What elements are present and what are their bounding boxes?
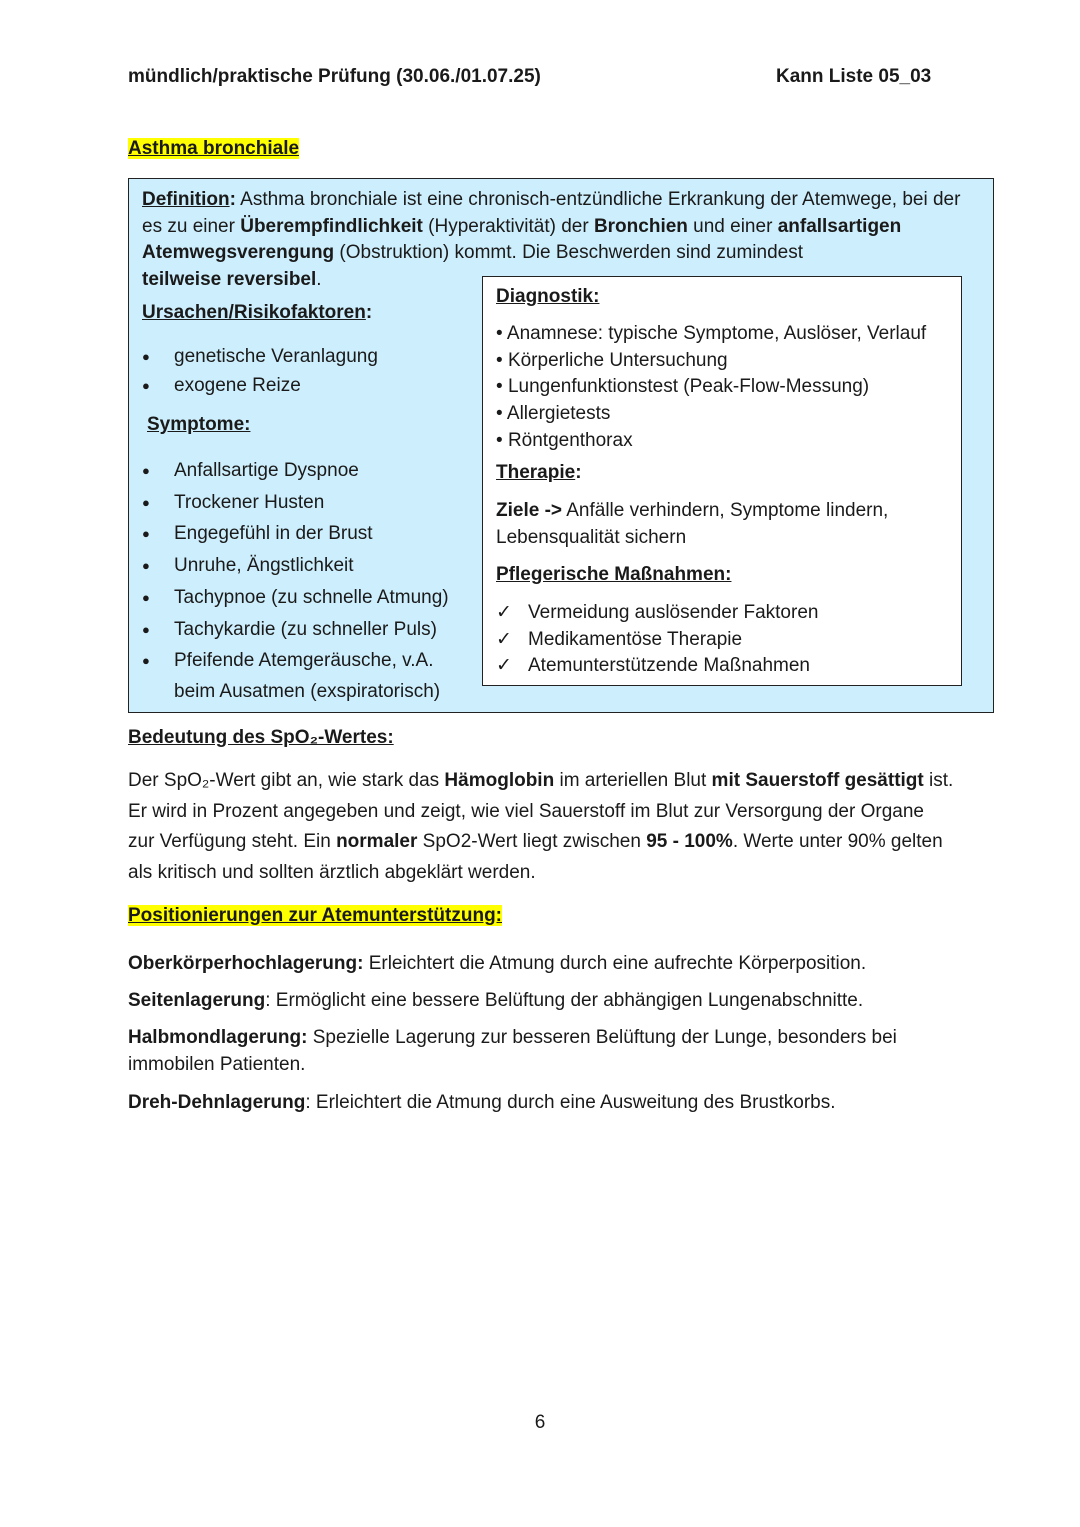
list-item-text: Röntgenthorax xyxy=(507,429,633,451)
check-icon: ✓ xyxy=(496,602,512,623)
list-item xyxy=(496,653,956,680)
spo2-text-4: SpO2-Wert liegt zwischen xyxy=(417,831,647,852)
list-item xyxy=(496,401,958,428)
position-text: Spezielle Lagerung zur besseren Belüftung der Lunge, besonders bei immobilen Patienten. xyxy=(128,1027,897,1075)
position-label: Halbmondlagerung: xyxy=(128,1027,308,1048)
nursing-title: Pflegerische Maßnahmen: xyxy=(496,564,732,585)
therapy-goals-text: Anfälle verhindern, Symptome lindern, Lebensqualität sichern xyxy=(496,500,889,548)
list-item-text: Vermeidung auslösender Faktoren xyxy=(528,602,819,623)
list-item xyxy=(496,321,958,348)
list-item: ● genetische Veranlagung xyxy=(142,343,472,372)
list-item-text: Körperliche Untersuchung xyxy=(507,349,728,371)
position-item-upper-body xyxy=(128,951,948,978)
causes-list xyxy=(142,343,472,400)
list-item: ● Tachykardie (zu schneller Puls) xyxy=(142,614,476,646)
positions-title xyxy=(128,905,502,927)
list-item: ● Anfallsartige Dyspnoe xyxy=(142,455,476,487)
list-item: ● Engegefühl in der Brust xyxy=(142,518,476,550)
topic-title xyxy=(128,138,299,160)
spo2-text-2: im arteriellen Blut xyxy=(554,770,712,791)
check-icon: ✓ xyxy=(496,628,512,650)
therapy-title xyxy=(496,462,582,484)
list-item xyxy=(496,600,956,627)
position-text: : Erleichtert die Atmung durch eine Ausweitung des Brustkorbs. xyxy=(305,1092,836,1113)
spo2-title: Bedeutung des SpO₂-Wertes: xyxy=(128,727,394,748)
bullet-glyph: • xyxy=(496,323,503,344)
header-right: Kann Liste 05_03 xyxy=(776,66,932,87)
list-item: ● Unruhe, Ängstlichkeit xyxy=(142,550,476,582)
position-text: Erleichtert die Atmung durch eine aufrechte Körperposition. xyxy=(363,953,867,974)
definition-bold-2: Bronchien xyxy=(593,215,688,237)
bullet-glyph: • xyxy=(496,376,503,398)
list-item xyxy=(496,374,958,401)
position-label: Oberkörperhochlagerung: xyxy=(128,953,364,974)
bullet-glyph: • xyxy=(496,429,503,451)
list-item-text: Atemunterstützende Maßnahmen xyxy=(528,655,810,676)
list-item: ● Trockener Husten xyxy=(142,487,476,519)
position-text: : Ermöglicht eine bessere Belüftung der abhängigen Lungenabschnitte. xyxy=(265,990,864,1011)
therapy-goals-label: Ziele -> xyxy=(496,500,562,521)
list-item-text: Anamnese: typische Symptome, Auslöser, Verlauf xyxy=(506,323,927,344)
spo2-bold-2: mit Sauerstoff gesättigt xyxy=(711,770,924,791)
diagnostics-title: Diagnostik: xyxy=(496,286,600,307)
definition-text-3: und einer xyxy=(687,215,778,237)
list-item-text: Lungenfunktionstest (Peak-Flow-Messung) xyxy=(507,376,870,398)
list-item: ● Tachypnoe (zu schnelle Atmung) xyxy=(142,582,476,614)
symptoms-title: Symptome: xyxy=(147,414,251,435)
spo2-paragraph xyxy=(128,766,954,888)
definition-bold-1: Überempfindlichkeit xyxy=(240,215,423,237)
page-number: 6 xyxy=(534,1412,546,1433)
position-label: Dreh-Dehnlagerung xyxy=(128,1092,306,1113)
position-label: Seitenlagerung xyxy=(128,990,266,1011)
list-item: ● Pfeifende Atemgeräusche, v.A. beim Ausatmen (exspiratorisch) xyxy=(142,645,444,707)
definition-colon: : xyxy=(229,189,236,210)
topic-title-text: Asthma bronchiale xyxy=(128,138,300,159)
definition-text-1: Asthma bronchiale ist eine chronisch-entzündliche Erkrankung der Atemwege, bei der es zu einer xyxy=(142,189,961,237)
spo2-bold-3: normaler xyxy=(336,831,418,852)
positions-title-text: Positionierungen zur Atemunterstützung: xyxy=(128,905,503,926)
spo2-text-1: Der SpO₂-Wert gibt an, wie stark das xyxy=(128,770,445,791)
therapy-title-text: Therapie xyxy=(496,462,576,483)
list-item-text: Medikamentöse Therapie xyxy=(528,628,743,650)
spo2-text-3: ist. Er wird in Prozent angegeben und zeigt, wie viel Sauerstoff im Blut zur Versorgung der Organe zur Verfügung steht. Ein xyxy=(128,770,954,852)
list-item: ● exogene Reize xyxy=(142,372,472,401)
position-item-side xyxy=(128,988,948,1015)
causes-title-colon: : xyxy=(365,302,373,323)
definition-bold-4: teilweise reversibel xyxy=(142,268,317,290)
position-item-rotation-stretch xyxy=(128,1090,948,1117)
list-item xyxy=(496,627,956,654)
list-item xyxy=(496,428,958,455)
bullet-glyph: • xyxy=(496,403,503,425)
definition-text-4: (Obstruktion) kommt. Die Beschwerden sind zumindest xyxy=(334,242,803,263)
list-item-text: Allergietests xyxy=(506,403,611,425)
position-item-half-moon xyxy=(128,1025,928,1078)
spo2-text-5: . Werte unter 90% gelten als kritisch und sollten ärztlich abgeklärt werden. xyxy=(128,831,943,883)
nursing-list xyxy=(496,600,956,680)
definition-text-5: . xyxy=(316,268,322,290)
spo2-bold-1: Hämoglobin xyxy=(444,770,555,791)
header-left: mündlich/praktische Prüfung (30.06./01.07.25) xyxy=(128,66,541,87)
symptoms-list xyxy=(142,455,476,707)
therapy-goals xyxy=(496,498,946,551)
diagnostics-list xyxy=(496,321,958,455)
bullet-glyph: • xyxy=(496,349,503,371)
definition-label: Definition xyxy=(142,189,230,210)
list-item xyxy=(496,348,958,375)
causes-title xyxy=(142,302,372,324)
causes-title-text: Ursachen/Risikofaktoren xyxy=(142,302,366,323)
definition-bold-3: anfallsartigen Atemwegsverengung xyxy=(142,215,902,263)
therapy-title-colon: : xyxy=(575,462,582,483)
definition-text-2: (Hyperaktivität) der xyxy=(422,215,594,237)
spo2-bold-4: 95 - 100% xyxy=(646,831,733,852)
check-icon: ✓ xyxy=(496,655,512,676)
